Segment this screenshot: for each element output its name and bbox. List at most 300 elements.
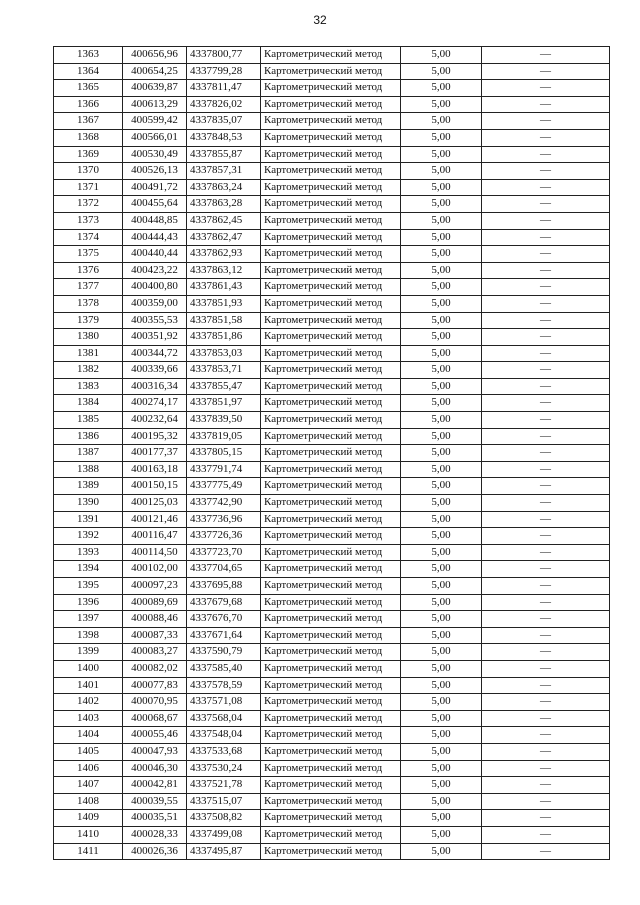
x-coordinate-cell: 400028,33	[123, 826, 187, 843]
point-number-cell: 1365	[54, 80, 123, 97]
note-cell: —	[482, 544, 610, 561]
method-cell: Картометрический метод	[261, 47, 401, 64]
accuracy-cell: 5,00	[401, 793, 482, 810]
point-number-cell: 1377	[54, 279, 123, 296]
x-coordinate-cell: 400599,42	[123, 113, 187, 130]
point-number-cell: 1395	[54, 578, 123, 595]
method-cell: Картометрический метод	[261, 826, 401, 843]
x-coordinate-cell: 400344,72	[123, 345, 187, 362]
accuracy-cell: 5,00	[401, 561, 482, 578]
method-cell: Картометрический метод	[261, 694, 401, 711]
point-number-cell: 1374	[54, 229, 123, 246]
accuracy-cell: 5,00	[401, 710, 482, 727]
x-coordinate-cell: 400082,02	[123, 660, 187, 677]
method-cell: Картометрический метод	[261, 528, 401, 545]
point-number-cell: 1407	[54, 777, 123, 794]
y-coordinate-cell: 4337775,49	[187, 478, 261, 495]
x-coordinate-cell: 400047,93	[123, 743, 187, 760]
method-cell: Картометрический метод	[261, 445, 401, 462]
note-cell: —	[482, 445, 610, 462]
accuracy-cell: 5,00	[401, 445, 482, 462]
table-row	[54, 129, 610, 146]
x-coordinate-cell: 400566,01	[123, 129, 187, 146]
method-cell: Картометрический метод	[261, 412, 401, 429]
x-coordinate-cell: 400613,29	[123, 96, 187, 113]
x-coordinate-cell: 400077,83	[123, 677, 187, 694]
method-cell: Картометрический метод	[261, 544, 401, 561]
point-number-cell: 1367	[54, 113, 123, 130]
method-cell: Картометрический метод	[261, 677, 401, 694]
note-cell: —	[482, 611, 610, 628]
note-cell: —	[482, 478, 610, 495]
table-row	[54, 179, 610, 196]
table-row	[54, 345, 610, 362]
accuracy-cell: 5,00	[401, 63, 482, 80]
table-row	[54, 694, 610, 711]
method-cell: Картометрический метод	[261, 113, 401, 130]
point-number-cell: 1373	[54, 212, 123, 229]
accuracy-cell: 5,00	[401, 743, 482, 760]
x-coordinate-cell: 400654,25	[123, 63, 187, 80]
table-row	[54, 528, 610, 545]
y-coordinate-cell: 4337857,31	[187, 163, 261, 180]
table-row	[54, 428, 610, 445]
point-number-cell: 1369	[54, 146, 123, 163]
point-number-cell: 1385	[54, 412, 123, 429]
point-number-cell: 1384	[54, 395, 123, 412]
table-row	[54, 96, 610, 113]
point-number-cell: 1408	[54, 793, 123, 810]
note-cell: —	[482, 129, 610, 146]
x-coordinate-cell: 400355,53	[123, 312, 187, 329]
method-cell: Картометрический метод	[261, 146, 401, 163]
table-row	[54, 295, 610, 312]
y-coordinate-cell: 4337695,88	[187, 578, 261, 595]
table-row	[54, 611, 610, 628]
accuracy-cell: 5,00	[401, 544, 482, 561]
y-coordinate-cell: 4337726,36	[187, 528, 261, 545]
y-coordinate-cell: 4337819,05	[187, 428, 261, 445]
table-row	[54, 627, 610, 644]
method-cell: Картометрический метод	[261, 246, 401, 263]
y-coordinate-cell: 4337851,97	[187, 395, 261, 412]
point-number-cell: 1399	[54, 644, 123, 661]
note-cell: —	[482, 777, 610, 794]
note-cell: —	[482, 727, 610, 744]
y-coordinate-cell: 4337495,87	[187, 843, 261, 860]
note-cell: —	[482, 495, 610, 512]
point-number-cell: 1400	[54, 660, 123, 677]
note-cell: —	[482, 528, 610, 545]
method-cell: Картометрический метод	[261, 660, 401, 677]
table-row	[54, 378, 610, 395]
table-row	[54, 461, 610, 478]
method-cell: Картометрический метод	[261, 627, 401, 644]
point-number-cell: 1379	[54, 312, 123, 329]
y-coordinate-cell: 4337548,04	[187, 727, 261, 744]
y-coordinate-cell: 4337791,74	[187, 461, 261, 478]
x-coordinate-cell: 400316,34	[123, 378, 187, 395]
method-cell: Картометрический метод	[261, 461, 401, 478]
point-number-cell: 1375	[54, 246, 123, 263]
accuracy-cell: 5,00	[401, 627, 482, 644]
table-row	[54, 843, 610, 860]
coordinates-table-body	[54, 47, 610, 860]
accuracy-cell: 5,00	[401, 395, 482, 412]
accuracy-cell: 5,00	[401, 196, 482, 213]
note-cell: —	[482, 47, 610, 64]
method-cell: Картометрический метод	[261, 561, 401, 578]
method-cell: Картометрический метод	[261, 262, 401, 279]
table-row	[54, 495, 610, 512]
y-coordinate-cell: 4337853,71	[187, 362, 261, 379]
point-number-cell: 1391	[54, 511, 123, 528]
point-number-cell: 1409	[54, 810, 123, 827]
x-coordinate-cell: 400177,37	[123, 445, 187, 462]
y-coordinate-cell: 4337805,15	[187, 445, 261, 462]
point-number-cell: 1403	[54, 710, 123, 727]
accuracy-cell: 5,00	[401, 163, 482, 180]
accuracy-cell: 5,00	[401, 660, 482, 677]
x-coordinate-cell: 400232,64	[123, 412, 187, 429]
method-cell: Картометрический метод	[261, 312, 401, 329]
method-cell: Картометрический метод	[261, 594, 401, 611]
accuracy-cell: 5,00	[401, 179, 482, 196]
x-coordinate-cell: 400114,50	[123, 544, 187, 561]
note-cell: —	[482, 113, 610, 130]
accuracy-cell: 5,00	[401, 528, 482, 545]
x-coordinate-cell: 400440,44	[123, 246, 187, 263]
point-number-cell: 1387	[54, 445, 123, 462]
method-cell: Картометрический метод	[261, 478, 401, 495]
note-cell: —	[482, 345, 610, 362]
table-row	[54, 262, 610, 279]
accuracy-cell: 5,00	[401, 312, 482, 329]
table-row	[54, 146, 610, 163]
x-coordinate-cell: 400046,30	[123, 760, 187, 777]
accuracy-cell: 5,00	[401, 461, 482, 478]
table-row	[54, 478, 610, 495]
y-coordinate-cell: 4337851,58	[187, 312, 261, 329]
note-cell: —	[482, 677, 610, 694]
note-cell: —	[482, 295, 610, 312]
method-cell: Картометрический метод	[261, 229, 401, 246]
method-cell: Картометрический метод	[261, 793, 401, 810]
y-coordinate-cell: 4337530,24	[187, 760, 261, 777]
y-coordinate-cell: 4337571,08	[187, 694, 261, 711]
x-coordinate-cell: 400656,96	[123, 47, 187, 64]
x-coordinate-cell: 400121,46	[123, 511, 187, 528]
method-cell: Картометрический метод	[261, 710, 401, 727]
table-row	[54, 196, 610, 213]
note-cell: —	[482, 743, 610, 760]
table-row	[54, 329, 610, 346]
table-row	[54, 395, 610, 412]
table-row	[54, 594, 610, 611]
method-cell: Картометрический метод	[261, 395, 401, 412]
method-cell: Картометрический метод	[261, 80, 401, 97]
table-row	[54, 212, 610, 229]
table-row	[54, 561, 610, 578]
table-row	[54, 644, 610, 661]
point-number-cell: 1381	[54, 345, 123, 362]
note-cell: —	[482, 63, 610, 80]
method-cell: Картометрический метод	[261, 362, 401, 379]
table-row	[54, 163, 610, 180]
note-cell: —	[482, 395, 610, 412]
accuracy-cell: 5,00	[401, 212, 482, 229]
accuracy-cell: 5,00	[401, 378, 482, 395]
accuracy-cell: 5,00	[401, 578, 482, 595]
x-coordinate-cell: 400400,80	[123, 279, 187, 296]
table-row	[54, 760, 610, 777]
x-coordinate-cell: 400039,55	[123, 793, 187, 810]
table-row	[54, 810, 610, 827]
table-row	[54, 412, 610, 429]
x-coordinate-cell: 400444,43	[123, 229, 187, 246]
table-row	[54, 246, 610, 263]
accuracy-cell: 5,00	[401, 677, 482, 694]
accuracy-cell: 5,00	[401, 694, 482, 711]
x-coordinate-cell: 400274,17	[123, 395, 187, 412]
note-cell: —	[482, 362, 610, 379]
x-coordinate-cell: 400042,81	[123, 777, 187, 794]
y-coordinate-cell: 4337853,03	[187, 345, 261, 362]
table-row	[54, 445, 610, 462]
accuracy-cell: 5,00	[401, 246, 482, 263]
point-number-cell: 1398	[54, 627, 123, 644]
method-cell: Картометрический метод	[261, 279, 401, 296]
x-coordinate-cell: 400195,32	[123, 428, 187, 445]
y-coordinate-cell: 4337499,08	[187, 826, 261, 843]
point-number-cell: 1376	[54, 262, 123, 279]
note-cell: —	[482, 428, 610, 445]
method-cell: Картометрический метод	[261, 777, 401, 794]
x-coordinate-cell: 400035,51	[123, 810, 187, 827]
y-coordinate-cell: 4337826,02	[187, 96, 261, 113]
point-number-cell: 1396	[54, 594, 123, 611]
point-number-cell: 1372	[54, 196, 123, 213]
x-coordinate-cell: 400087,33	[123, 627, 187, 644]
accuracy-cell: 5,00	[401, 279, 482, 296]
point-number-cell: 1404	[54, 727, 123, 744]
x-coordinate-cell: 400639,87	[123, 80, 187, 97]
note-cell: —	[482, 710, 610, 727]
point-number-cell: 1386	[54, 428, 123, 445]
accuracy-cell: 5,00	[401, 644, 482, 661]
accuracy-cell: 5,00	[401, 295, 482, 312]
point-number-cell: 1370	[54, 163, 123, 180]
accuracy-cell: 5,00	[401, 727, 482, 744]
point-number-cell: 1388	[54, 461, 123, 478]
table-row	[54, 113, 610, 130]
point-number-cell: 1368	[54, 129, 123, 146]
note-cell: —	[482, 810, 610, 827]
table-row	[54, 312, 610, 329]
table-row	[54, 777, 610, 794]
y-coordinate-cell: 4337742,90	[187, 495, 261, 512]
y-coordinate-cell: 4337679,68	[187, 594, 261, 611]
y-coordinate-cell: 4337578,59	[187, 677, 261, 694]
x-coordinate-cell: 400455,64	[123, 196, 187, 213]
accuracy-cell: 5,00	[401, 611, 482, 628]
point-number-cell: 1394	[54, 561, 123, 578]
table-row	[54, 362, 610, 379]
y-coordinate-cell: 4337800,77	[187, 47, 261, 64]
x-coordinate-cell: 400150,15	[123, 478, 187, 495]
note-cell: —	[482, 246, 610, 263]
y-coordinate-cell: 4337521,78	[187, 777, 261, 794]
note-cell: —	[482, 96, 610, 113]
x-coordinate-cell: 400088,46	[123, 611, 187, 628]
x-coordinate-cell: 400491,72	[123, 179, 187, 196]
note-cell: —	[482, 378, 610, 395]
accuracy-cell: 5,00	[401, 777, 482, 794]
y-coordinate-cell: 4337839,50	[187, 412, 261, 429]
point-number-cell: 1382	[54, 362, 123, 379]
x-coordinate-cell: 400448,85	[123, 212, 187, 229]
accuracy-cell: 5,00	[401, 129, 482, 146]
note-cell: —	[482, 660, 610, 677]
y-coordinate-cell: 4337568,04	[187, 710, 261, 727]
y-coordinate-cell: 4337811,47	[187, 80, 261, 97]
y-coordinate-cell: 4337862,93	[187, 246, 261, 263]
x-coordinate-cell: 400530,49	[123, 146, 187, 163]
x-coordinate-cell: 400068,67	[123, 710, 187, 727]
x-coordinate-cell: 400526,13	[123, 163, 187, 180]
y-coordinate-cell: 4337862,45	[187, 212, 261, 229]
accuracy-cell: 5,00	[401, 412, 482, 429]
y-coordinate-cell: 4337863,24	[187, 179, 261, 196]
method-cell: Картометрический метод	[261, 578, 401, 595]
y-coordinate-cell: 4337704,65	[187, 561, 261, 578]
table-row	[54, 80, 610, 97]
table-row	[54, 47, 610, 64]
point-number-cell: 1406	[54, 760, 123, 777]
x-coordinate-cell: 400423,22	[123, 262, 187, 279]
coordinates-table	[53, 46, 610, 860]
y-coordinate-cell: 4337855,87	[187, 146, 261, 163]
accuracy-cell: 5,00	[401, 345, 482, 362]
method-cell: Картометрический метод	[261, 843, 401, 860]
y-coordinate-cell: 4337848,53	[187, 129, 261, 146]
table-row	[54, 279, 610, 296]
y-coordinate-cell: 4337590,79	[187, 644, 261, 661]
note-cell: —	[482, 578, 610, 595]
method-cell: Картометрический метод	[261, 495, 401, 512]
note-cell: —	[482, 163, 610, 180]
x-coordinate-cell: 400097,23	[123, 578, 187, 595]
note-cell: —	[482, 461, 610, 478]
point-number-cell: 1366	[54, 96, 123, 113]
note-cell: —	[482, 826, 610, 843]
x-coordinate-cell: 400089,69	[123, 594, 187, 611]
x-coordinate-cell: 400116,47	[123, 528, 187, 545]
accuracy-cell: 5,00	[401, 760, 482, 777]
y-coordinate-cell: 4337863,28	[187, 196, 261, 213]
note-cell: —	[482, 412, 610, 429]
table-row	[54, 743, 610, 760]
x-coordinate-cell: 400125,03	[123, 495, 187, 512]
method-cell: Картометрический метод	[261, 212, 401, 229]
method-cell: Картометрический метод	[261, 378, 401, 395]
point-number-cell: 1383	[54, 378, 123, 395]
accuracy-cell: 5,00	[401, 47, 482, 64]
accuracy-cell: 5,00	[401, 146, 482, 163]
y-coordinate-cell: 4337835,07	[187, 113, 261, 130]
note-cell: —	[482, 279, 610, 296]
table-row	[54, 826, 610, 843]
x-coordinate-cell: 400163,18	[123, 461, 187, 478]
method-cell: Картометрический метод	[261, 810, 401, 827]
x-coordinate-cell: 400026,36	[123, 843, 187, 860]
method-cell: Картометрический метод	[261, 129, 401, 146]
note-cell: —	[482, 146, 610, 163]
y-coordinate-cell: 4337533,68	[187, 743, 261, 760]
note-cell: —	[482, 196, 610, 213]
accuracy-cell: 5,00	[401, 80, 482, 97]
method-cell: Картометрический метод	[261, 196, 401, 213]
y-coordinate-cell: 4337736,96	[187, 511, 261, 528]
method-cell: Картометрический метод	[261, 760, 401, 777]
x-coordinate-cell: 400083,27	[123, 644, 187, 661]
method-cell: Картометрический метод	[261, 163, 401, 180]
y-coordinate-cell: 4337862,47	[187, 229, 261, 246]
table-row	[54, 229, 610, 246]
accuracy-cell: 5,00	[401, 329, 482, 346]
y-coordinate-cell: 4337863,12	[187, 262, 261, 279]
note-cell: —	[482, 312, 610, 329]
method-cell: Картометрический метод	[261, 345, 401, 362]
x-coordinate-cell: 400102,00	[123, 561, 187, 578]
accuracy-cell: 5,00	[401, 262, 482, 279]
y-coordinate-cell: 4337585,40	[187, 660, 261, 677]
note-cell: —	[482, 511, 610, 528]
y-coordinate-cell: 4337799,28	[187, 63, 261, 80]
table-row	[54, 511, 610, 528]
accuracy-cell: 5,00	[401, 495, 482, 512]
note-cell: —	[482, 179, 610, 196]
method-cell: Картометрический метод	[261, 511, 401, 528]
point-number-cell: 1389	[54, 478, 123, 495]
point-number-cell: 1363	[54, 47, 123, 64]
note-cell: —	[482, 229, 610, 246]
point-number-cell: 1397	[54, 611, 123, 628]
table-row	[54, 793, 610, 810]
point-number-cell: 1401	[54, 677, 123, 694]
x-coordinate-cell: 400351,92	[123, 329, 187, 346]
point-number-cell: 1410	[54, 826, 123, 843]
y-coordinate-cell: 4337723,70	[187, 544, 261, 561]
note-cell: —	[482, 793, 610, 810]
note-cell: —	[482, 212, 610, 229]
table-row	[54, 660, 610, 677]
accuracy-cell: 5,00	[401, 594, 482, 611]
note-cell: —	[482, 627, 610, 644]
y-coordinate-cell: 4337851,86	[187, 329, 261, 346]
table-row	[54, 63, 610, 80]
point-number-cell: 1380	[54, 329, 123, 346]
table-row	[54, 727, 610, 744]
method-cell: Картометрический метод	[261, 743, 401, 760]
method-cell: Картометрический метод	[261, 295, 401, 312]
method-cell: Картометрический метод	[261, 644, 401, 661]
note-cell: —	[482, 760, 610, 777]
table-row	[54, 578, 610, 595]
note-cell: —	[482, 644, 610, 661]
x-coordinate-cell: 400055,46	[123, 727, 187, 744]
method-cell: Картометрический метод	[261, 727, 401, 744]
